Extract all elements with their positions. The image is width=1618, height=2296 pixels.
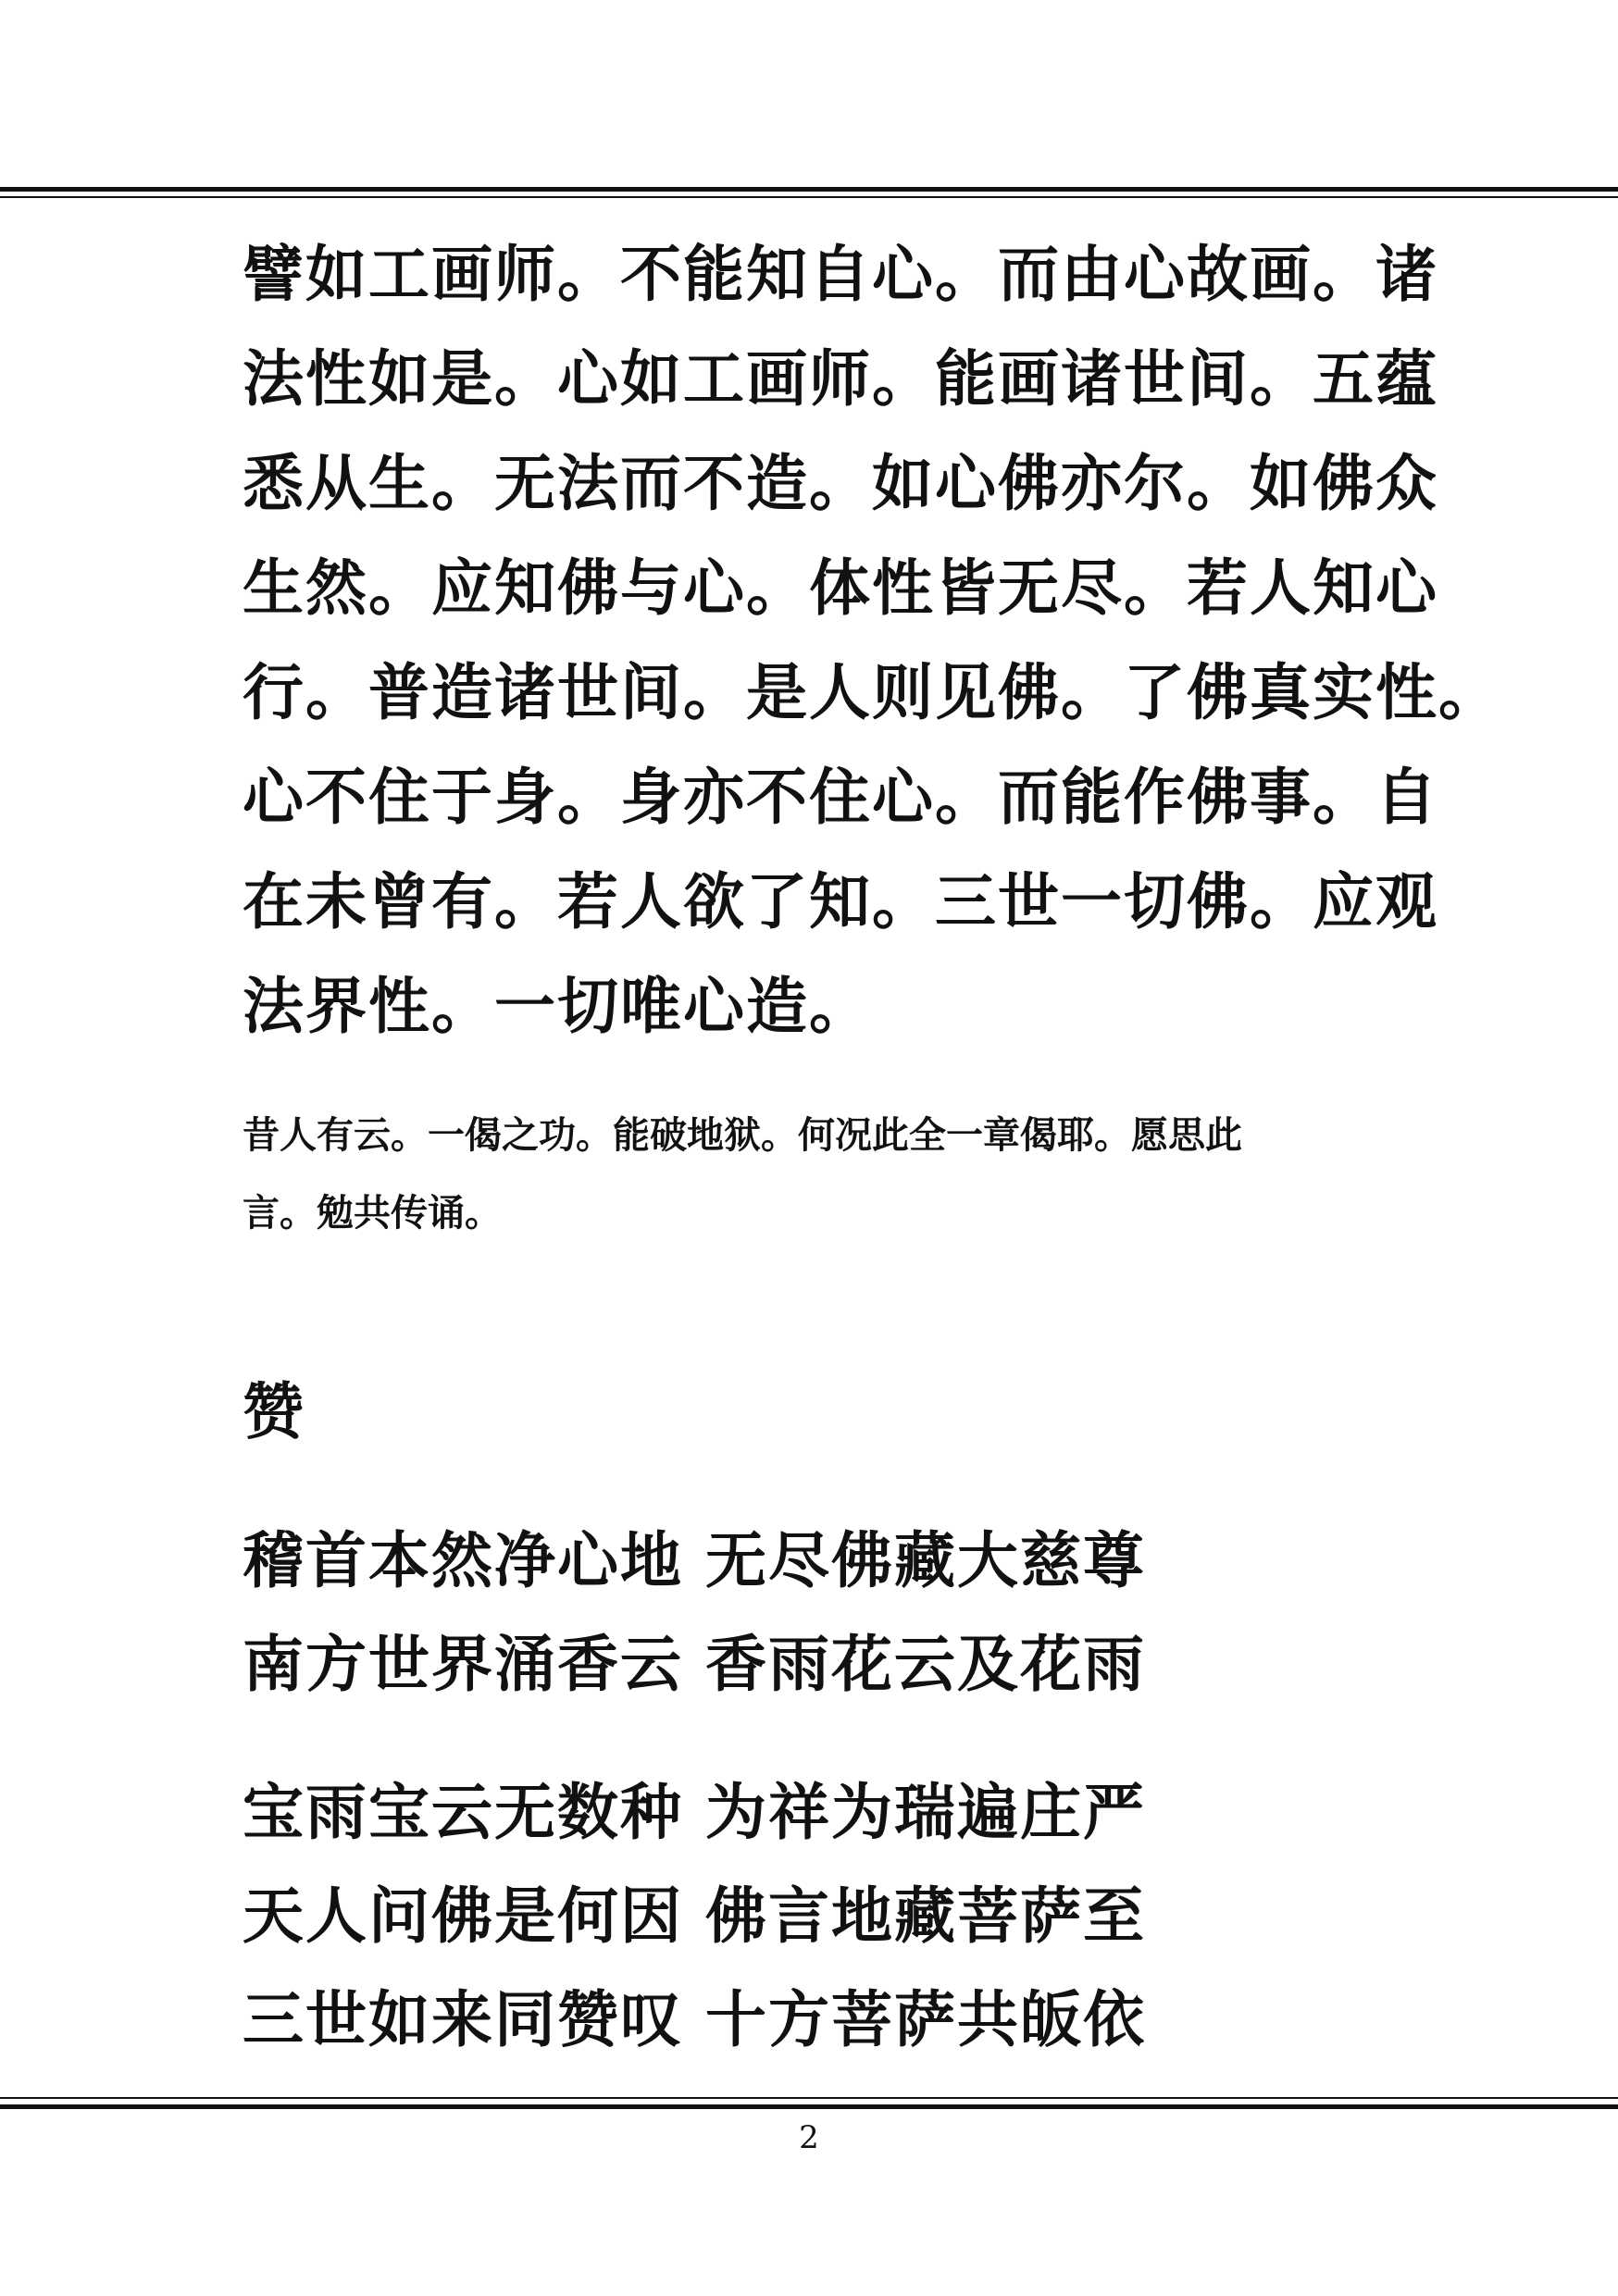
verse-first-half: 三世如来同赞叹 xyxy=(243,1983,683,2055)
verse-first-half: 稽首本然净心地 xyxy=(243,1524,683,1596)
top-rule-thin xyxy=(0,196,1618,198)
body-line: 法界性。一切唯心造。 xyxy=(243,970,872,1042)
verse-line xyxy=(243,1864,1146,1967)
body-line: 悉从生。无法而不造。如心佛亦尔。如佛众 xyxy=(243,447,1438,519)
commentary-note xyxy=(243,1097,1409,1252)
verse-second-half: 无尽佛藏大慈尊 xyxy=(705,1524,1146,1596)
verse-line xyxy=(243,1508,1146,1612)
verse-line xyxy=(243,1612,1146,1716)
body-line: 心不住于身。身亦不住心。而能作佛事。自 xyxy=(243,761,1438,833)
body-line: 行。普造诸世间。是人则见佛。了佛真实性。 xyxy=(243,656,1501,728)
bottom-rule-thin xyxy=(0,2097,1618,2099)
verse-first-half: 宝雨宝云无数种 xyxy=(243,1776,683,1848)
top-rule-thick xyxy=(0,187,1618,192)
bottom-rule-thick xyxy=(0,2104,1618,2109)
verse-first-half: 南方世界涌香云 xyxy=(243,1628,683,1700)
verse-second-half: 香雨花云及花雨 xyxy=(705,1628,1146,1700)
scripture-body xyxy=(243,222,1501,1059)
body-line: 在未曾有。若人欲了知。三世一切佛。应观 xyxy=(243,865,1438,937)
body-line: 譬如工画师。不能知自心。而由心故画。诸 xyxy=(243,238,1438,310)
verse-first-half: 天人问佛是何因 xyxy=(243,1880,683,1952)
verse-group-2 xyxy=(243,1760,1146,2071)
body-line: 法性如是。心如工画师。能画诸世间。五蕴 xyxy=(243,342,1438,415)
verse-line xyxy=(243,1760,1146,1864)
verse-second-half: 十方菩萨共皈依 xyxy=(705,1983,1146,2055)
body-line: 生然。应知佛与心。体性皆无尽。若人知心 xyxy=(243,552,1438,624)
verse-group-1 xyxy=(243,1508,1146,1716)
note-line: 言。勉共传诵。 xyxy=(243,1191,502,1235)
verse-second-half: 佛言地藏菩萨至 xyxy=(705,1880,1146,1952)
verse-second-half: 为祥为瑞遍庄严 xyxy=(705,1776,1146,1848)
page-number: 2 xyxy=(799,2119,819,2156)
note-line: 昔人有云。一偈之功。能破地狱。何况此全一章偈耶。愿思此 xyxy=(243,1113,1242,1157)
verse-line xyxy=(243,1967,1146,2071)
section-heading: 赞 xyxy=(243,1375,304,1447)
